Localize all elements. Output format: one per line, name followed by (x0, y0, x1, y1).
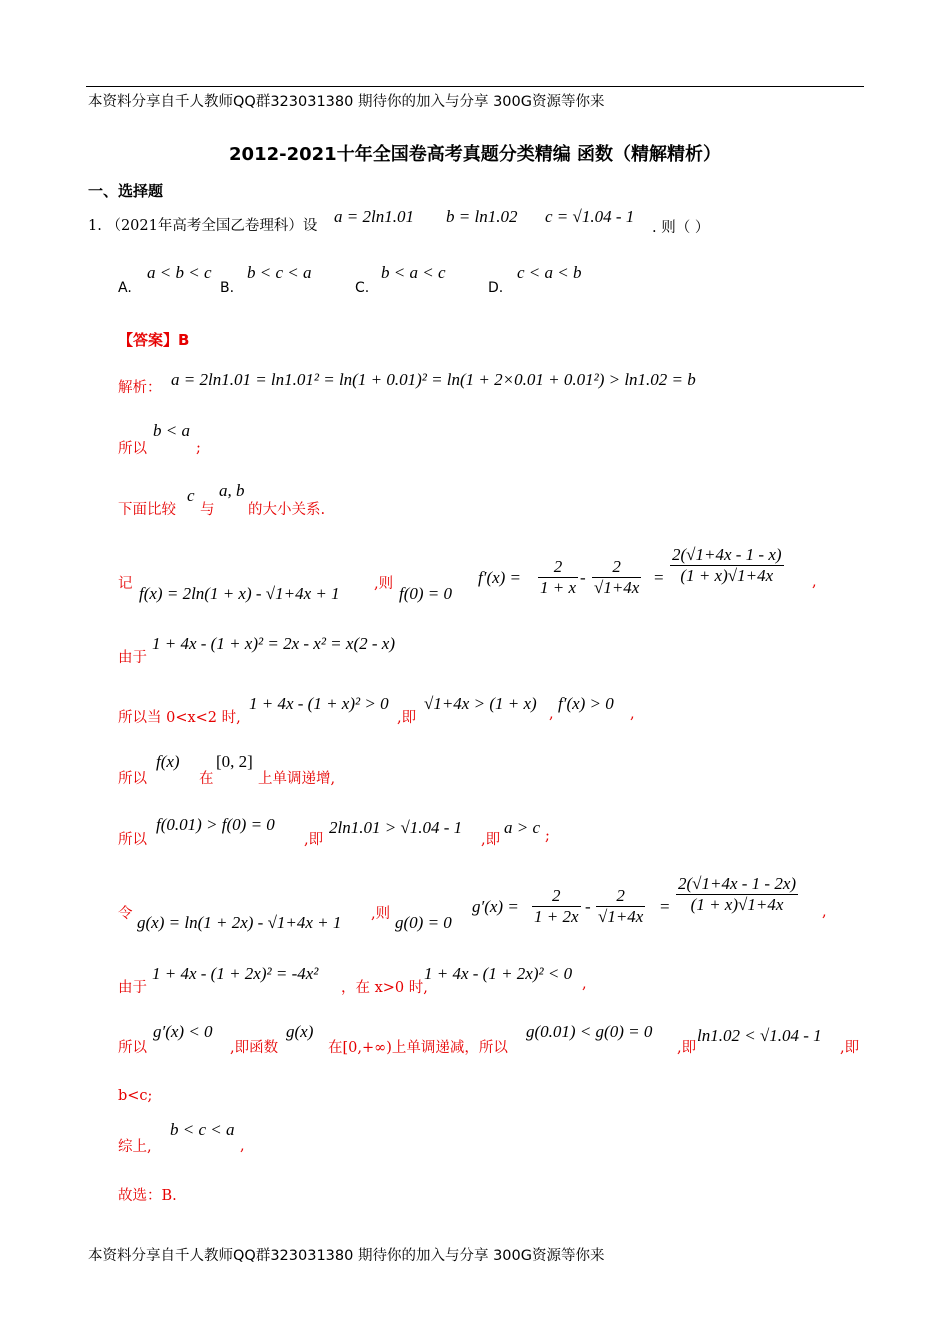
option-c-label: C. (355, 280, 370, 296)
solution-l11-label: 所以 (118, 1040, 147, 1056)
solution-l9-equals: = (660, 897, 670, 916)
solution-l12: b<c; (118, 1088, 153, 1104)
answer-label: 【答案】B (118, 331, 190, 349)
question-c-def: c = √1.04 - 1 (545, 207, 635, 226)
solution-l5-expr: 1 + 4x - (1 + x)² = 2x - x² = x(2 - x) (152, 634, 395, 653)
frac1-denominator: 1 + x (540, 578, 577, 597)
solution-l1-label: 解析： (118, 380, 162, 396)
solution-l9-frac3 (676, 874, 798, 915)
solution-l4-equals: = (654, 568, 664, 587)
frac2-denominator: √1+4x (594, 578, 640, 597)
solution-l8-then2: ,即 (481, 832, 501, 848)
solution-l3-b: 与 (200, 502, 215, 518)
solution-l9-g0: g(0) = 0 (395, 913, 452, 932)
solution-l7-interval: [0, 2] (216, 752, 253, 771)
question-a-def: a = 2ln1.01 (334, 207, 414, 226)
solution-l11-c: ,即 (677, 1040, 697, 1056)
question-b-def: b = ln1.02 (446, 207, 518, 226)
solution-l8-semicolon: ; (545, 828, 550, 844)
solution-l10-comma: , (582, 976, 587, 992)
section-heading: 一、选择题 (88, 182, 164, 200)
g-frac2-numerator: 2 (596, 886, 645, 907)
solution-l11-b: 在[0,+∞)上单调递减，所以 (328, 1040, 508, 1056)
solution-l8-e2: 2ln1.01 > √1.04 - 1 (329, 818, 463, 837)
solution-l5-label: 由于 (118, 650, 147, 666)
solution-l10-label: 由于 (118, 980, 147, 996)
solution-l8-e3: a > c (504, 818, 541, 837)
solution-l8-label: 所以 (118, 832, 147, 848)
solution-l11-e2: g(0.01) < g(0) = 0 (526, 1022, 653, 1041)
solution-l13-comma: , (240, 1138, 245, 1154)
solution-l11-e3: ln1.02 < √1.04 - 1 (697, 1026, 822, 1045)
solution-l10-e1: 1 + 4x - (1 + 2x)² = -4x² (152, 964, 319, 983)
option-d-label: D. (488, 280, 504, 296)
solution-l11-a: ,即函数 (230, 1040, 279, 1056)
solution-l6-comma: , (549, 706, 554, 722)
solution-l9-g: g(x) = ln(1 + 2x) - √1+4x + 1 (137, 913, 342, 932)
solution-l10-mid: ，在 x>0 时, (341, 980, 428, 996)
frac3-numerator: 2(√1+4x - 1 - x) (672, 545, 782, 564)
solution-l7-in: 在 (199, 771, 214, 787)
solution-l4-frac1 (538, 557, 578, 598)
solution-l4-comma: , (812, 574, 817, 590)
solution-l8-e1: f(0.01) > f(0) = 0 (156, 815, 275, 834)
solution-l9-comma: , (822, 904, 827, 920)
g-frac3-denominator: (1 + x)√1+4x (690, 895, 784, 914)
solution-l1-expr: a = 2ln1.01 = ln1.01² = ln(1 + 0.01)² = ln(1 + 2×0.01 + 0.01²) > ln1.02 = b (171, 370, 696, 389)
page-title: 2012-2021十年全国卷高考真题分类精编 函数（精解精析） (229, 144, 721, 165)
solution-l11-e1: g′(x) < 0 (153, 1022, 213, 1041)
solution-l4-frac2 (592, 557, 641, 598)
solution-l9-frac2 (596, 886, 645, 927)
solution-l4-fprime: f′(x) = (478, 568, 522, 587)
page-header: 本资料分享自千人教师QQ群323031380 期待你的加入与分享 300G资源等你来 (88, 94, 605, 110)
solution-l7-f: f(x) (156, 752, 180, 771)
header-rule (86, 86, 864, 87)
question-suffix: . 则（ ） (652, 220, 710, 236)
g-frac3-numerator: 2(√1+4x - 1 - 2x) (678, 874, 797, 893)
solution-l4-f: f(x) = 2ln(1 + x) - √1+4x + 1 (139, 584, 340, 603)
solution-l8-then: ,即 (304, 832, 324, 848)
solution-l11-g: g(x) (286, 1022, 314, 1041)
solution-l2-semicolon: ; (196, 440, 201, 456)
option-b-label: B. (220, 280, 235, 296)
solution-l2-expr: b < a (153, 421, 190, 440)
solution-l2-label: 所以 (118, 441, 147, 457)
solution-l6-e2: √1+4x > (1 + x) (424, 694, 537, 713)
solution-l6-e3: f′(x) > 0 (558, 694, 614, 713)
g-frac1-numerator: 2 (532, 886, 581, 907)
solution-l3-d: 的大小关系. (248, 502, 326, 518)
solution-l4-frac3 (670, 545, 784, 586)
solution-l9-gprime: g′(x) = (472, 897, 519, 916)
solution-l3-ab: a, b (219, 481, 245, 500)
solution-l9-label: 令 (118, 906, 133, 922)
g-frac1-denominator: 1 + 2x (534, 907, 579, 926)
question-prefix: 1. （2021年高考全国乙卷理科）设 (88, 218, 318, 234)
solution-l9-frac1 (532, 886, 581, 927)
solution-l4-minus: - (580, 568, 586, 587)
solution-l13-label: 综上, (118, 1139, 152, 1155)
g-frac2-denominator: √1+4x (598, 907, 644, 926)
solution-l3-a: 下面比较 (118, 502, 176, 518)
solution-l6-comma2: , (630, 706, 635, 722)
solution-l9-then: ,则 (371, 906, 391, 922)
option-c-expr: b < a < c (381, 263, 446, 282)
solution-l13-expr: b < c < a (170, 1120, 235, 1139)
solution-l4-then: ,则 (374, 576, 394, 592)
solution-l6-label: 所以当 0<x<2 时, (118, 710, 241, 726)
solution-l14: 故选：B. (118, 1188, 177, 1204)
solution-l6-e1: 1 + 4x - (1 + x)² > 0 (249, 694, 389, 713)
solution-l4-f0: f(0) = 0 (399, 584, 453, 603)
frac2-numerator: 2 (592, 557, 641, 578)
frac3-denominator: (1 + x)√1+4x (680, 566, 774, 585)
solution-l11-d: ,即 (840, 1040, 860, 1056)
option-b-expr: b < c < a (247, 263, 312, 282)
solution-l9-minus: - (585, 897, 591, 916)
option-d-expr: c < a < b (517, 263, 582, 282)
solution-l7-rest: 上单调递增, (258, 771, 336, 787)
option-a-expr: a < b < c (147, 263, 212, 282)
solution-l7-label: 所以 (118, 771, 147, 787)
solution-l6-then: ,即 (397, 710, 417, 726)
page-footer: 本资料分享自千人教师QQ群323031380 期待你的加入与分享 300G资源等你来 (88, 1248, 605, 1264)
frac1-numerator: 2 (538, 557, 578, 578)
option-a-label: A. (118, 280, 132, 296)
solution-l3-c: c (187, 486, 195, 505)
solution-l4-label: 记 (118, 576, 133, 592)
solution-l10-e2: 1 + 4x - (1 + 2x)² < 0 (424, 964, 573, 983)
